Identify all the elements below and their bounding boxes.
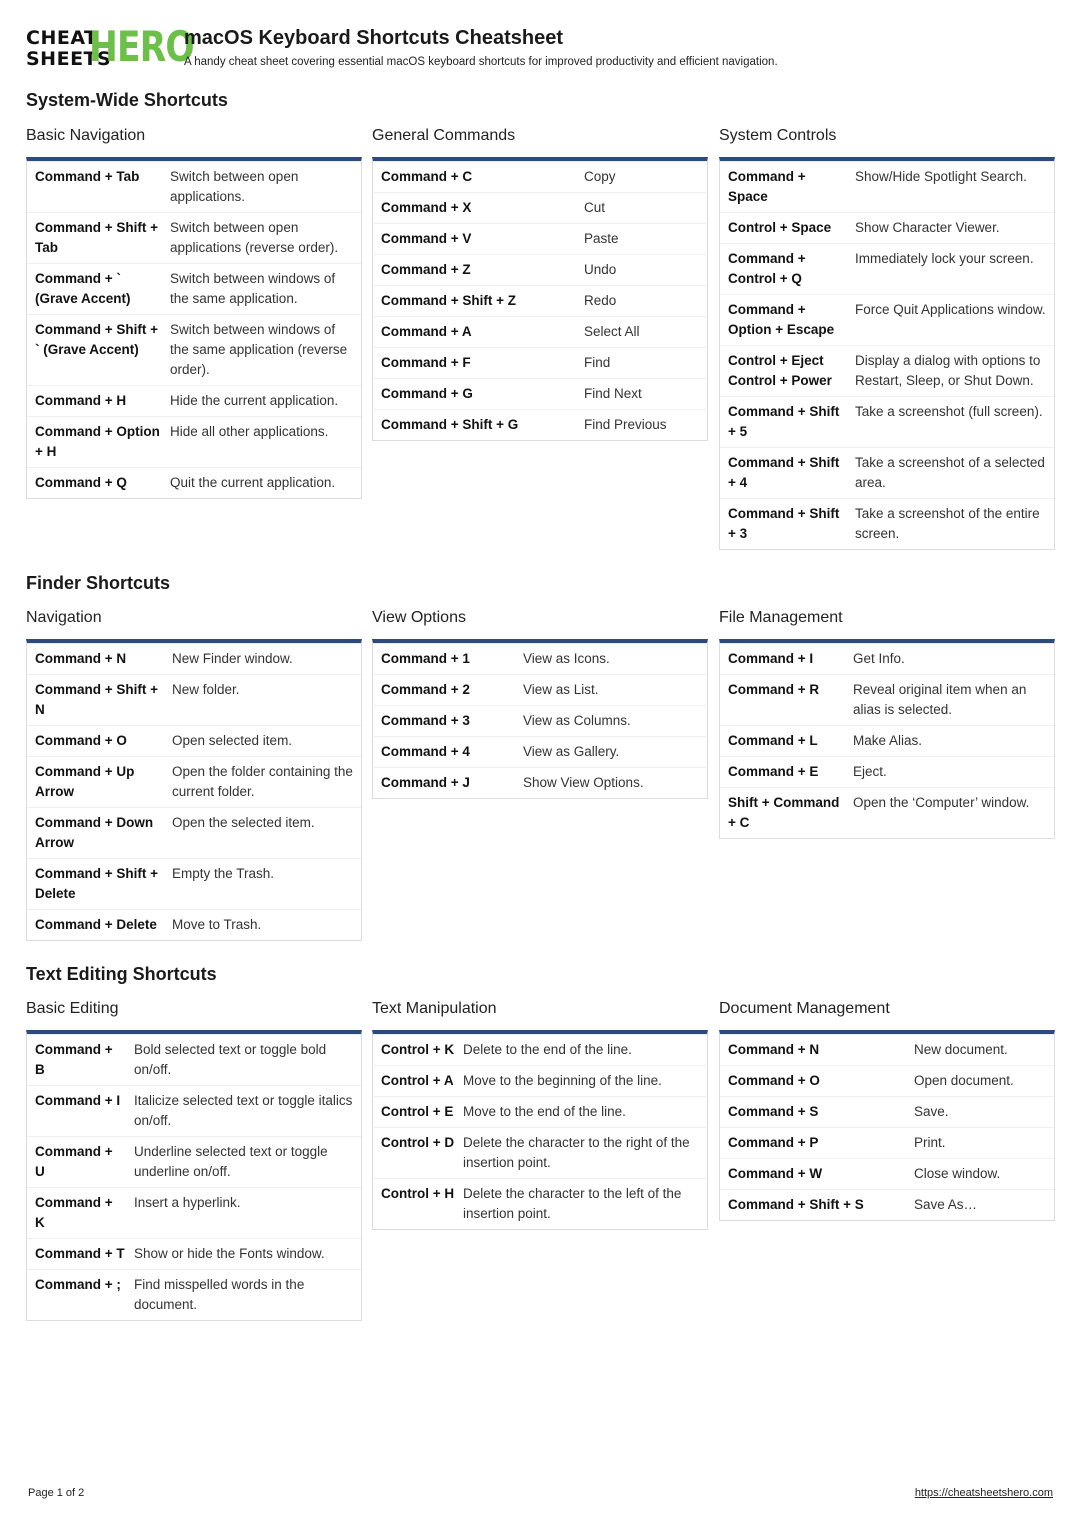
table-row	[27, 1269, 361, 1320]
shortcut-table	[372, 157, 708, 441]
table-row	[720, 345, 1054, 396]
table-row	[27, 1034, 361, 1085]
table-row	[27, 725, 361, 756]
table-row	[27, 674, 361, 725]
shortcut-description: Insert a hyperlink.	[134, 1195, 241, 1210]
shortcut-keys: Command + J	[381, 775, 470, 790]
shortcut-keys: Command + W	[728, 1166, 823, 1181]
shortcut-description: Quit the current application.	[170, 475, 336, 490]
table-row	[373, 705, 707, 736]
table-row	[373, 674, 707, 705]
shortcut-description: Undo	[584, 262, 617, 277]
table-row	[373, 1034, 707, 1065]
block-title: Document Management	[719, 1000, 890, 1017]
shortcut-keys: Command + C	[381, 169, 473, 184]
table-row	[373, 223, 707, 254]
block-title: File Management	[719, 609, 843, 626]
block-title: Navigation	[26, 609, 102, 626]
table-row	[27, 467, 361, 498]
shortcut-keys: Command + N	[35, 651, 127, 666]
shortcut-keys: Control + Eject Control + Power	[728, 353, 832, 388]
table-row	[27, 416, 361, 467]
table-row	[720, 447, 1054, 498]
shortcut-keys: Command + 2	[381, 682, 470, 697]
shortcut-description: Print.	[914, 1135, 946, 1150]
table-row	[373, 378, 707, 409]
section-title-system: System-Wide Shortcuts	[26, 90, 228, 110]
shortcut-keys: Command + H	[35, 393, 127, 408]
shortcut-keys: Command + Control + Q	[728, 251, 806, 286]
shortcut-table	[719, 157, 1055, 550]
table-row	[27, 314, 361, 385]
block-title: System Controls	[719, 127, 837, 144]
shortcut-description: Display a dialog with options to Restart, Sleep, or Shut Down.	[855, 353, 1041, 388]
shortcut-keys: Command + 4	[381, 744, 470, 759]
shortcut-keys: Command + K	[35, 1195, 113, 1230]
shortcut-keys: Command + U	[35, 1144, 113, 1179]
site-link[interactable]: https://cheatsheetshero.com	[914, 1487, 1053, 1499]
shortcut-description: Delete the character to the left of the insertion point.	[463, 1186, 682, 1221]
table-row	[720, 294, 1054, 345]
block-document-management	[719, 998, 1055, 1221]
table-row	[373, 285, 707, 316]
shortcut-description: View as Gallery.	[523, 744, 620, 759]
table-row	[27, 858, 361, 909]
table-row	[720, 498, 1054, 549]
shortcut-description: Hide the current application.	[170, 393, 339, 408]
shortcut-keys: Control + Space	[728, 220, 832, 235]
table-row	[373, 254, 707, 285]
block-basic-editing	[26, 998, 362, 1321]
shortcut-table	[719, 1030, 1055, 1221]
shortcut-description: Take a screenshot of the entire screen.	[855, 506, 1040, 541]
shortcut-description: Find misspelled words in the document.	[134, 1277, 305, 1312]
shortcut-description: Empty the Trash.	[172, 866, 275, 881]
shortcut-description: Get Info.	[853, 651, 905, 666]
block-file-management	[719, 607, 1055, 839]
shortcut-description: Select All	[584, 324, 640, 339]
shortcut-keys: Command + B	[35, 1042, 113, 1077]
section-title-finder: Finder Shortcuts	[26, 573, 171, 593]
shortcut-description: Close window.	[914, 1166, 1001, 1181]
table-row	[720, 1189, 1054, 1220]
section-title-text: Text Editing Shortcuts	[26, 964, 217, 984]
page-subtitle: A handy cheat sheet covering essential macOS keyboard shortcuts for improved productivity and efficient navigation.	[184, 56, 778, 68]
page-title: macOS Keyboard Shortcuts Cheatsheet	[184, 27, 563, 49]
shortcut-description: Show View Options.	[523, 775, 644, 790]
table-row	[27, 161, 361, 212]
shortcut-keys: Command + L	[728, 733, 818, 748]
table-row	[27, 756, 361, 807]
shortcut-description: Save.	[914, 1104, 949, 1119]
shortcut-keys: Command + Z	[381, 262, 471, 277]
shortcut-description: Switch between open applications.	[170, 169, 299, 204]
shortcut-table	[26, 157, 362, 499]
shortcut-keys: Command + V	[381, 231, 472, 246]
table-row	[373, 1127, 707, 1178]
shortcut-keys: Command + 1	[381, 651, 470, 666]
table-row	[720, 243, 1054, 294]
shortcut-keys: Command + O	[728, 1073, 820, 1088]
shortcut-keys: Command + E	[728, 764, 819, 779]
shortcut-description: Save As…	[914, 1197, 978, 1212]
table-row	[720, 1034, 1054, 1065]
shortcut-keys: Command + ;	[35, 1277, 121, 1292]
shortcut-keys: Command + Q	[35, 475, 127, 490]
shortcut-description: Underline selected text or toggle underline on/off.	[134, 1144, 328, 1179]
block-basic-navigation	[26, 125, 362, 499]
block-title: General Commands	[372, 127, 516, 144]
table-row	[373, 409, 707, 440]
shortcut-description: Delete the character to the right of the insertion point.	[463, 1135, 690, 1170]
table-row	[720, 161, 1054, 212]
table-row	[720, 1096, 1054, 1127]
shortcut-description: View as Icons.	[523, 651, 610, 666]
shortcut-description: Take a screenshot (full screen).	[855, 404, 1043, 419]
block-title: View Options	[372, 609, 466, 626]
shortcut-keys: Command + Shift + 5	[728, 404, 840, 439]
table-row	[373, 347, 707, 378]
shortcut-keys: Command + I	[35, 1093, 121, 1108]
shortcut-description: Open selected item.	[172, 733, 293, 748]
shortcut-description: Immediately lock your screen.	[855, 251, 1034, 266]
table-row	[720, 212, 1054, 243]
shortcut-description: New folder.	[172, 682, 240, 697]
shortcut-description: Open document.	[914, 1073, 1014, 1088]
shortcut-keys: Command + Delete	[35, 917, 157, 932]
shortcut-keys: Command + Space	[728, 169, 806, 204]
table-row	[27, 1238, 361, 1269]
table-row	[373, 161, 707, 192]
table-row	[720, 674, 1054, 725]
shortcut-description: New Finder window.	[172, 651, 293, 666]
table-row	[27, 1187, 361, 1238]
shortcut-description: Show or hide the Fonts window.	[134, 1246, 325, 1261]
table-row	[27, 385, 361, 416]
page-number: Page 1 of 2	[28, 1487, 85, 1499]
shortcut-description: Make Alias.	[853, 733, 923, 748]
shortcut-keys: Command + Tab	[35, 169, 140, 184]
shortcut-keys: Control + H	[381, 1186, 455, 1201]
shortcut-table	[372, 639, 708, 799]
shortcut-description: Eject.	[853, 764, 887, 779]
shortcut-keys: Command + Down Arrow	[35, 815, 154, 850]
shortcut-description: Switch between windows of the same application (reverse order).	[170, 322, 348, 377]
block-text-manipulation	[372, 998, 708, 1230]
shortcut-keys: Command + I	[728, 651, 814, 666]
shortcut-keys: Command + X	[381, 200, 472, 215]
table-row	[720, 787, 1054, 838]
shortcut-table	[372, 1030, 708, 1230]
shortcut-keys: Command + P	[728, 1135, 819, 1150]
shortcut-description: Bold selected text or toggle bold on/off.	[134, 1042, 327, 1077]
shortcut-description: Move to the beginning of the line.	[463, 1073, 662, 1088]
shortcut-description: Open the selected item.	[172, 815, 315, 830]
shortcut-description: Find Previous	[584, 417, 667, 432]
block-system-controls	[719, 125, 1055, 550]
table-row	[27, 212, 361, 263]
shortcut-keys: Command + Shift + S	[728, 1197, 864, 1212]
table-row	[720, 1158, 1054, 1189]
shortcut-description: Move to the end of the line.	[463, 1104, 626, 1119]
shortcut-keys: Shift + Command + C	[728, 795, 840, 830]
shortcut-table	[26, 1030, 362, 1321]
table-row	[373, 1096, 707, 1127]
block-finder-navigation	[26, 607, 362, 941]
shortcut-keys: Control + D	[381, 1135, 455, 1150]
shortcut-table	[26, 639, 362, 941]
table-row	[720, 643, 1054, 674]
block-title: Basic Editing	[26, 1000, 119, 1017]
block-title: Text Manipulation	[372, 1000, 497, 1017]
shortcut-keys: Command + R	[728, 682, 820, 697]
block-view-options	[372, 607, 708, 799]
table-row	[373, 1178, 707, 1229]
cheatsheetshero-logo[interactable]	[26, 22, 194, 72]
shortcut-description: Paste	[584, 231, 619, 246]
shortcut-description: Find Next	[584, 386, 642, 401]
shortcut-keys: Command + S	[728, 1104, 819, 1119]
table-row	[27, 1085, 361, 1136]
shortcut-keys: Command + Shift + 3	[728, 506, 840, 541]
shortcut-description: Take a screenshot of a selected area.	[855, 455, 1045, 490]
shortcut-keys: Command + G	[381, 386, 473, 401]
shortcut-keys: Control + E	[381, 1104, 454, 1119]
shortcut-keys: Command + T	[35, 1246, 125, 1261]
shortcut-description: Redo	[584, 293, 617, 308]
shortcut-description: Force Quit Applications window.	[855, 302, 1046, 317]
shortcut-description: Show Character Viewer.	[855, 220, 1000, 235]
shortcut-description: Cut	[584, 200, 606, 215]
shortcut-description: Hide all other applications.	[170, 424, 329, 439]
shortcut-description: Find	[584, 355, 611, 370]
table-row	[373, 1065, 707, 1096]
table-row	[373, 767, 707, 798]
shortcut-keys: Control + K	[381, 1042, 455, 1057]
shortcut-keys: Command + A	[381, 324, 472, 339]
shortcut-description: View as Columns.	[523, 713, 631, 728]
shortcut-keys: Command + Option + H	[35, 424, 160, 459]
shortcut-description: Italicize selected text or toggle italics on/off.	[134, 1093, 353, 1128]
shortcut-keys: Command + Shift + Tab	[35, 220, 159, 255]
table-row	[720, 725, 1054, 756]
page-header	[26, 22, 1056, 74]
shortcut-keys: Command + ` (Grave Accent)	[35, 271, 131, 306]
shortcut-keys: Command + Shift + Delete	[35, 866, 159, 901]
shortcut-description: View as List.	[523, 682, 599, 697]
shortcut-description: Reveal original item when an alias is selected.	[853, 682, 1027, 717]
table-row	[27, 263, 361, 314]
shortcut-keys: Command + O	[35, 733, 127, 748]
table-row	[27, 1136, 361, 1187]
shortcut-keys: Command + Shift + Z	[381, 293, 517, 308]
shortcut-description: New document.	[914, 1042, 1008, 1057]
block-general-commands	[372, 125, 708, 441]
table-row	[720, 1065, 1054, 1096]
shortcut-keys: Command + F	[381, 355, 471, 370]
shortcut-description: Switch between windows of the same application.	[170, 271, 336, 306]
shortcut-keys: Control + A	[381, 1073, 454, 1088]
shortcut-description: Open the folder containing the current folder.	[172, 764, 353, 799]
logo-text: CHEAT SHEETS	[26, 27, 112, 70]
table-row	[720, 756, 1054, 787]
table-row	[373, 643, 707, 674]
table-row	[720, 1127, 1054, 1158]
table-row	[373, 736, 707, 767]
block-title: Basic Navigation	[26, 127, 146, 144]
shortcut-description: Delete to the end of the line.	[463, 1042, 632, 1057]
shortcut-keys: Command + Option + Escape	[728, 302, 835, 337]
table-row	[373, 192, 707, 223]
shortcut-description: Switch between open applications (reverse order).	[170, 220, 339, 255]
shortcut-description: Move to Trash.	[172, 917, 262, 932]
logo-hero-text: HERO	[89, 22, 194, 71]
table-row	[373, 316, 707, 347]
table-row	[27, 909, 361, 940]
table-row	[720, 396, 1054, 447]
shortcut-table	[719, 639, 1055, 839]
shortcut-keys: Command + N	[728, 1042, 820, 1057]
shortcut-keys: Command + Shift + ` (Grave Accent)	[35, 322, 159, 357]
shortcut-keys: Command + Shift + 4	[728, 455, 840, 490]
shortcut-keys: Command + Shift + N	[35, 682, 159, 717]
table-row	[27, 807, 361, 858]
table-row	[27, 643, 361, 674]
shortcut-description: Copy	[584, 169, 616, 184]
shortcut-description: Open the ‘Computer’ window.	[853, 795, 1030, 810]
shortcut-description: Show/Hide Spotlight Search.	[855, 169, 1027, 184]
shortcut-keys: Command + Shift + G	[381, 417, 519, 432]
shortcut-keys: Command + 3	[381, 713, 470, 728]
shortcut-keys: Command + Up Arrow	[35, 764, 135, 799]
